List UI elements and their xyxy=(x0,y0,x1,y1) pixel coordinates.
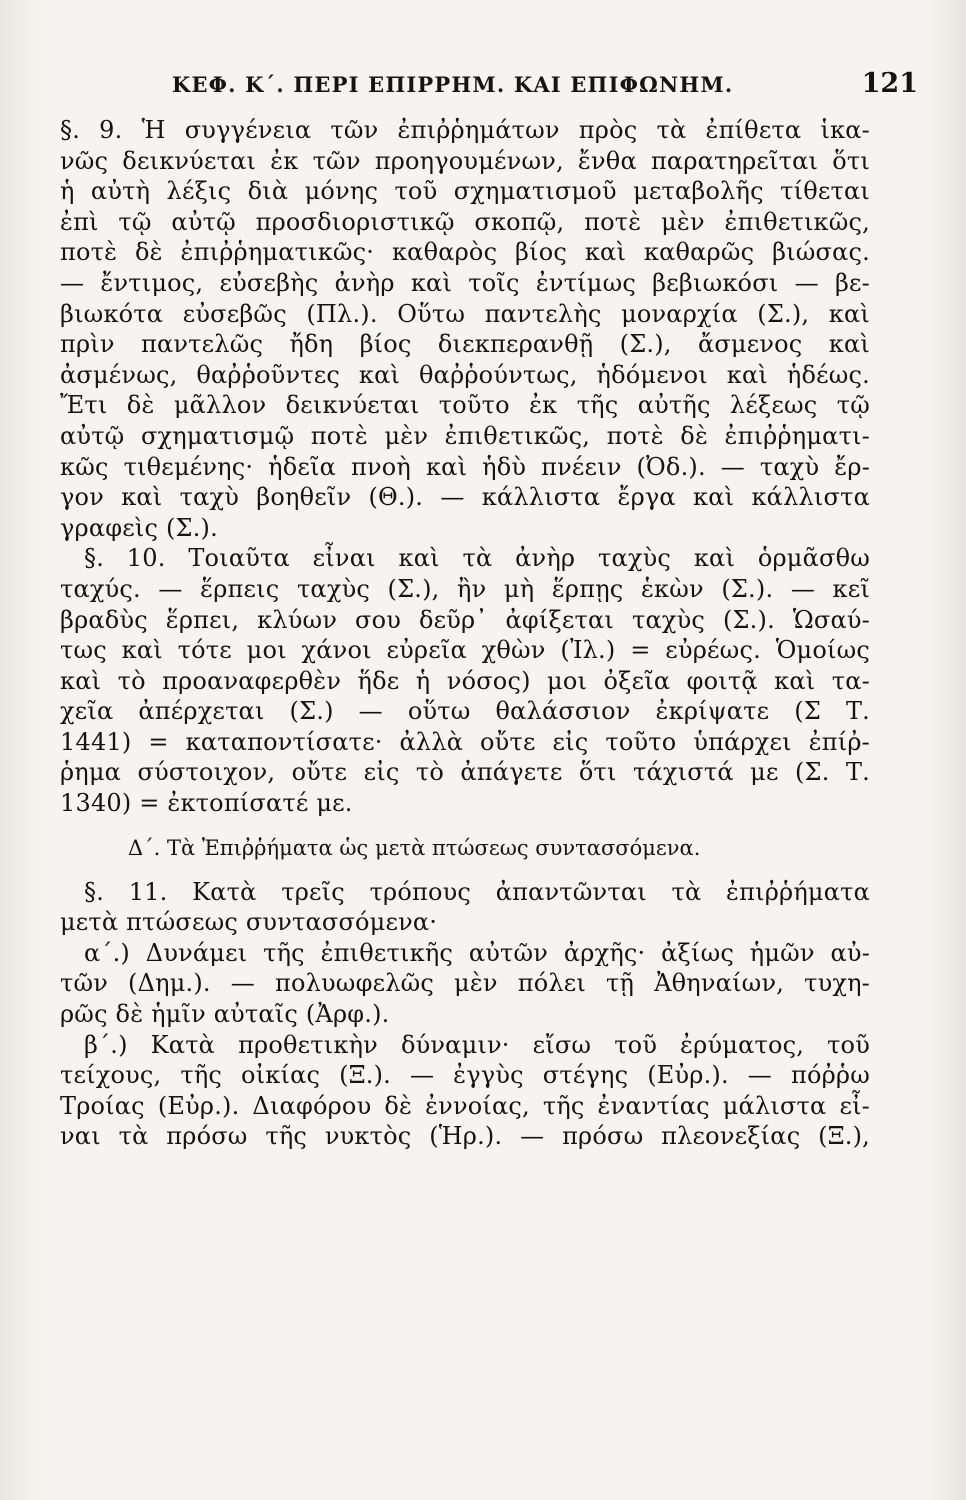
text-line: §. 10. Τοιαῦτα εἶναι καὶ τὰ ἀνὴρ ταχὺς καὶ ὁρμᾶσθω xyxy=(84,544,870,573)
text-line: β΄.) Κατὰ προθετικὴν δύναμιν· εἴσω τοῦ ἐρύματος, τοῦ xyxy=(84,1030,870,1059)
text-line: 1340) = ἐκτοπίσατέ με. xyxy=(60,789,353,818)
text-line: Τροίας (Εὐρ.). Διαφόρου δὲ ἐννοίας, τῆς ἐναντίας μάλιστα εἶ- xyxy=(60,1091,870,1120)
text-line: ταχύς. — ἕρπεις ταχὺς (Σ.), ἢν μὴ ἕρπῃς ἑκὼν (Σ.). — κεῖ xyxy=(60,574,870,603)
text-line: §. 11. Κατὰ τρεῖς τρόπους ἀπαντῶνται τὰ ἐπιῤῥήματα xyxy=(84,877,870,906)
text-line: πρὶν παντελῶς ἤδη βίος διεκπερανθῇ (Σ.), ἄσμενος καὶ xyxy=(60,330,870,359)
running-head: ΚΕΦ. Κ΄. ΠΕΡΙ ΕΠΙΡΡΗΜ. ΚΑΙ ΕΠΙΦΩΝΗΜ. xyxy=(172,72,734,97)
text-line: μετὰ πτώσεως συντασσόμενα· xyxy=(60,908,438,937)
text-line: α΄.) Δυνάμει τῆς ἐπιθετικῆς αὐτῶν ἀρχῆς· ἀξίως ἡμῶν αὐ- xyxy=(84,938,870,967)
text-line: ἐπὶ τῷ αὐτῷ προσδιοριστικῷ σκοπῷ, ποτὲ μὲν ἐπιθετικῶς, xyxy=(60,207,870,236)
text-line: καὶ τὸ προαναφερθὲν ἥδε ἡ νόσος) μοι ὀξεῖα φοιτᾷ καὶ τα- xyxy=(60,666,870,695)
text-line: ρῶς δὲ ἡμῖν αὐταῖς (Ἀρφ.). xyxy=(60,1000,390,1029)
page-header xyxy=(130,68,922,108)
paragraph-11 xyxy=(60,877,870,1152)
text-line: βιωκότα εὐσεβῶς (Πλ.). Οὕτω παντελὴς μοναρχία (Σ.), καὶ xyxy=(60,299,870,328)
text-line: γον καὶ ταχὺ βοηθεῖν (Θ.). — κάλλιστα ἔργα καὶ κάλλιστα xyxy=(60,483,870,512)
text-line: αὐτῷ σχηματισμῷ ποτὲ μὲν ἐπιθετικῶς, ποτὲ δὲ ἐπιῤῥηματι- xyxy=(60,421,870,450)
text-line: ῥημα σύστοιχον, οὔτε εἰς τὸ ἀπάγετε ὅτι τάχιστά με (Σ. Τ. xyxy=(60,758,870,787)
text-line: ποτὲ δὲ ἐπιῤῥηματικῶς· καθαρὸς βίος καὶ καθαρῶς βιώσας. xyxy=(60,238,870,267)
text-line: τείχους, τῆς οἰκίας (Ξ.). — ἐγγὺς στέγης (Εὐρ.). — πόῤῥω xyxy=(60,1061,870,1090)
text-line: ἡ αὐτὴ λέξις διὰ μόνης τοῦ σχηματισμοῦ μεταβολῆς τίθεται xyxy=(60,177,870,206)
text-line: γραφεὶς (Σ.). xyxy=(60,513,218,542)
text-line: τῶν (Δημ.). — πολυωφελῶς μὲν πόλει τῇ Ἀθηναίων, τυχη- xyxy=(60,969,870,998)
text-line: §. 9. Ἡ συγγένεια τῶν ἐπιῤῥημάτων πρὸς τὰ ἐπίθετα ἱκα- xyxy=(60,116,870,144)
text-line: 1441) = καταποντίσατε· ἀλλὰ οὔτε εἰς τοῦτο ὑπάρχει ἐπίῤ- xyxy=(60,727,870,756)
text-line: — ἔντιμος, εὐσεβὴς ἀνὴρ καὶ τοῖς ἐντίμως βεβιωκόσι — βε- xyxy=(60,268,870,297)
page-number: 121 xyxy=(861,68,918,99)
spacer xyxy=(60,819,870,833)
text-line: ἀσμένως, θαῤῥοῦντες καὶ θαῤῥούντως, ἡδόμενοι καὶ ἡδέως. xyxy=(60,360,870,389)
text-line: ναι τὰ πρόσω τῆς νυκτὸς (Ἡρ.). — πρόσω πλεονεξίας (Ξ.), xyxy=(60,1122,870,1151)
text-line: νῶς δεικνύεται ἐκ τῶν προηγουμένων, ἔνθα παρατηρεῖται ὅτι xyxy=(60,146,870,175)
text-line: χεῖα ἀπέρχεται (Σ.) — οὕτω θαλάσσιον ἐκρίψατε (Σ Τ. xyxy=(60,697,870,726)
paragraph-10 xyxy=(60,543,870,818)
paragraph-9 xyxy=(60,115,870,543)
body-text xyxy=(60,115,870,1152)
text-line: κῶς τιθεμένης· ἡδεῖα πνοὴ καὶ ἡδὺ πνέειν (Ὀδ.). — ταχὺ ἔρ- xyxy=(60,452,870,481)
text-line: τως καὶ τότε μοι χάνοι εὐρεῖα χθὼν (Ἰλ.) = εὐρέως. Ὁμοίως xyxy=(60,636,870,665)
spacer xyxy=(60,863,870,877)
section-heading: Δ΄. Τὰ Ἐπιῤῥήματα ὡς μετὰ πτώσεως συντασσόμενα. xyxy=(128,835,701,860)
text-line: Ἔτι δὲ μᾶλλον δεικνύεται τοῦτο ἐκ τῆς αὐτῆς λέξεως τῷ xyxy=(60,391,870,420)
text-line: βραδὺς ἕρπει, κλύων σου δεῦρ᾽ ἀφίξεται ταχὺς (Σ.). Ὡσαύ- xyxy=(60,605,870,634)
